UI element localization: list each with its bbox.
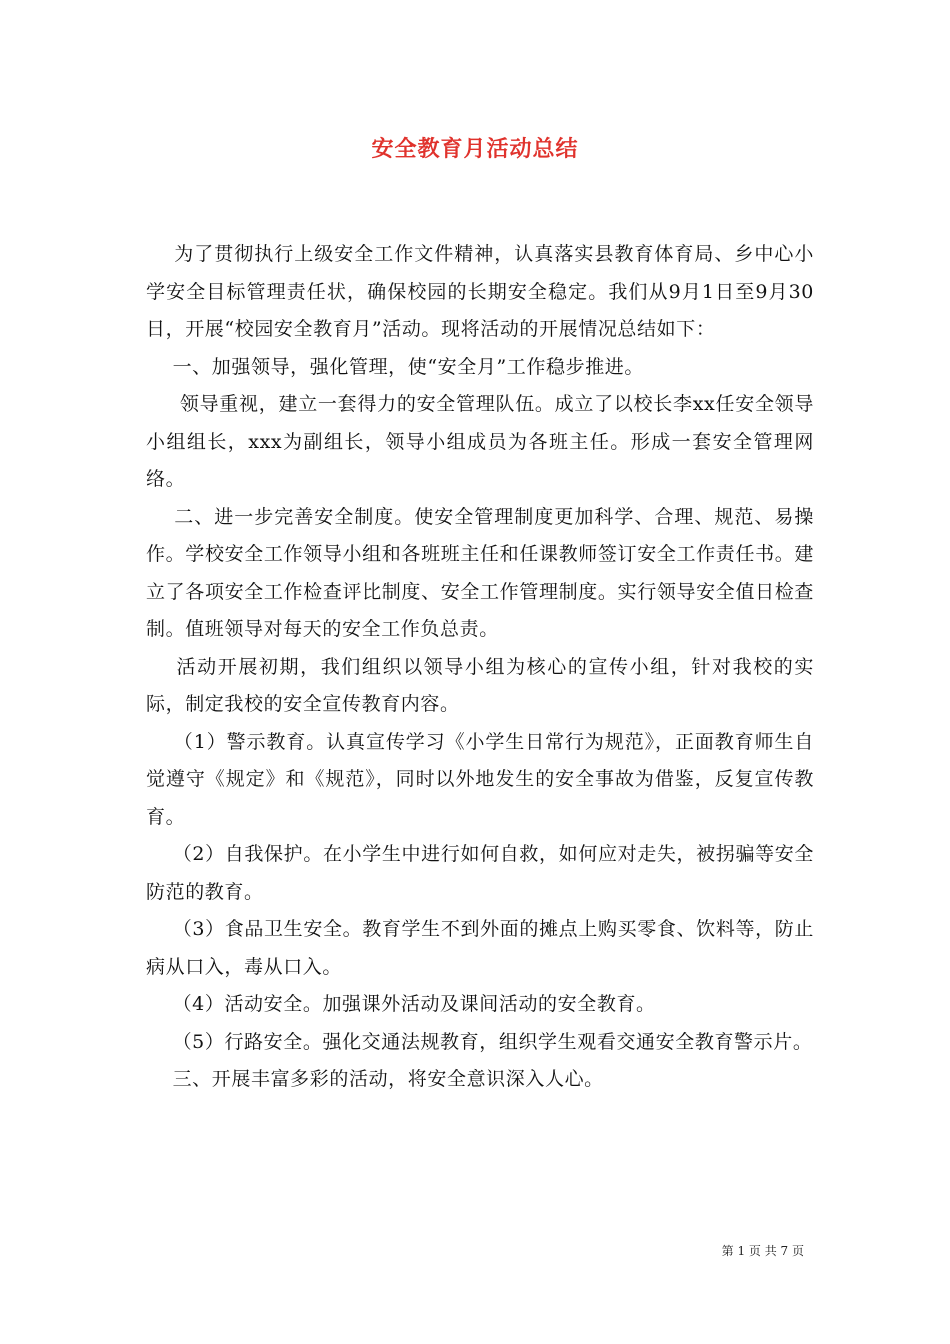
paragraph-section-1-heading: 一、加强领导，强化管理，使“安全月”工作稳步推进。 <box>146 355 644 378</box>
document-title: 安全教育月活动总结 <box>371 136 579 162</box>
paragraph-section-3-heading: 三、开展丰富多彩的活动，将安全意识深入人心。 <box>146 1068 604 1090</box>
paragraph-intro: 为了贯彻执行上级安全工作文件精神，认真落实县教育体育局、乡中心小学安全目标管理责任状，确保校园的长期安全稳定。我们从9月1日至9月30日，开展“校园安全教育月”活动。现将活动的开展情况总结如下： <box>146 243 814 340</box>
paragraph-activity-start: 活动开展初期，我们组织以领导小组为核心的宣传小组，针对我校的实际，制定我校的安全宣传教育内容。 <box>146 655 814 715</box>
paragraph-leadership-team: 领导重视，建立一套得力的安全管理队伍。成立了以校长李xx任安全领导小组组长，xxx为副组长，领导小组成员为各班主任。形成一套安全管理网络。 <box>146 393 815 490</box>
paragraph-item-1: （1）警示教育。认真宣传学习《小学生日常行为规范》，正面教育师生自觉遵守《规定》和《规范》，同时以外地发生的安全事故为借鉴，反复宣传教育。 <box>146 730 815 828</box>
paragraph-section-2-heading: 二、进一步完善安全制度。使安全管理制度更加科学、合理、规范、易操作。学校安全工作领导小组和各班班主任和任课教师签订安全工作责任书。建立了各项安全工作检查评比制度、安全工作管理制度。实行领导安全值日检查制。值班领导对每天的安全工作负总责。 <box>146 505 814 640</box>
paragraph-item-4: （4）活动安全。加强课外活动及课间活动的安全教育。 <box>146 993 656 1015</box>
paragraph-item-3: （3）食品卫生安全。教育学生不到外面的摊点上购买零食、饮料等，防止病从口入，毒从口入。 <box>146 918 814 978</box>
page-number-footer: 第 1 页 共 7 页 <box>721 1244 804 1258</box>
paragraph-item-5: （5）行路安全。强化交通法规教育，组织学生观看交通安全教育警示片。 <box>146 1030 813 1053</box>
paragraph-item-2: （2）自我保护。在小学生中进行如何自救，如何应对走失，被拐骗等安全防范的教育。 <box>146 843 814 903</box>
document-body <box>146 236 814 1099</box>
